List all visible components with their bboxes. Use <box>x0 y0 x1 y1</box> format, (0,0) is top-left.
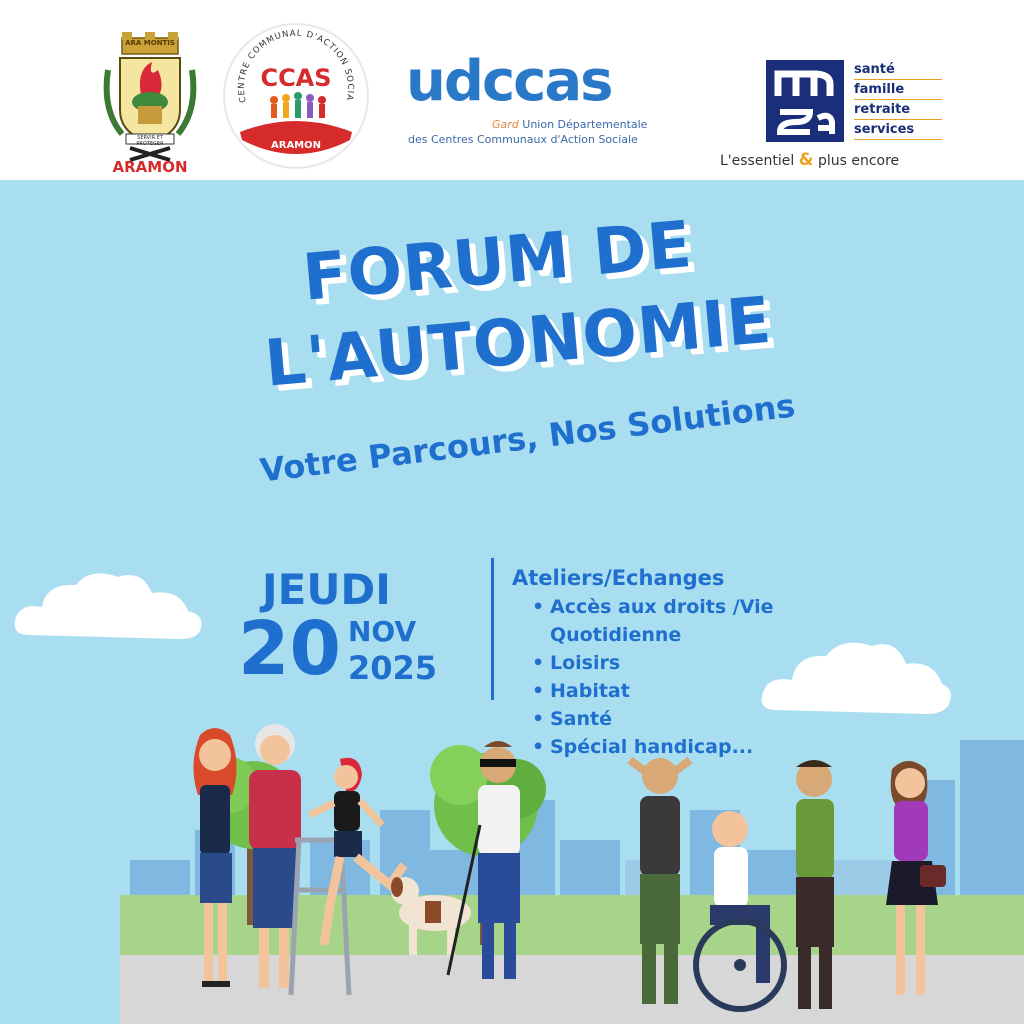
msa-emblem-glyph <box>766 60 844 142</box>
udccas-line1: Union Départementale <box>522 118 648 131</box>
workshops-heading: Ateliers/Echanges <box>512 566 725 590</box>
msa-tag-services: services <box>854 120 942 140</box>
logo-bar <box>0 0 1024 180</box>
title-subtitle: Votre Parcours, Nos Solutions <box>258 386 798 490</box>
poster-body <box>0 180 1024 1024</box>
workshop-item-loisirs: • Loisirs <box>528 649 788 677</box>
aramon-crest-motto: SERVIR ET PROTEGER <box>136 135 164 147</box>
date-year: 2025 <box>348 649 438 687</box>
event-date <box>230 565 460 705</box>
udccas-dept: Gard <box>492 118 519 131</box>
ccas-logo <box>222 22 370 170</box>
man-pushing-wheelchair-figure <box>770 755 860 1015</box>
title-line2: L'AUTONOMIE <box>262 283 775 402</box>
msa-slogan <box>720 150 899 170</box>
date-month: NOV <box>348 615 417 648</box>
aramon-crest-name: ARAMON <box>112 158 188 176</box>
msa-slogan-a: L'essentiel <box>720 153 795 169</box>
workshop-item-droits: • Accès aux droits /Vie Quotidienne <box>528 593 788 649</box>
workshops-list <box>528 593 788 761</box>
title-line1: FORUM DE <box>300 207 696 316</box>
udccas-wordmark: udccas <box>406 49 612 114</box>
msa-emblem <box>766 60 844 142</box>
workshop-item-handicap: • Spécial handicap... <box>528 733 788 761</box>
workshop-item-sante: • Santé <box>528 705 788 733</box>
vertical-divider <box>491 558 494 700</box>
ccas-acronym: CCAS <box>260 64 332 92</box>
udccas-logo <box>400 49 660 152</box>
msa-slogan-ampersand: & <box>798 150 814 170</box>
date-day: 20 <box>238 606 341 692</box>
date-weekday: JEUDI <box>262 565 391 614</box>
msa-tag-sante: santé <box>854 60 942 80</box>
woman-handbag-figure <box>868 755 958 1015</box>
msa-tag-retraite: retraite <box>854 100 942 120</box>
msa-logo <box>720 58 950 173</box>
aramon-crest-banner: ARA MONTIS <box>125 39 175 47</box>
aramon-crest-emblem <box>100 30 200 175</box>
workshop-item-habitat: • Habitat <box>528 677 788 705</box>
aramon-crest-logo <box>100 30 200 175</box>
udccas-line2: des Centres Communaux d'Action Sociale <box>408 133 638 146</box>
msa-tag-list <box>854 60 942 140</box>
msa-tag-famille: famille <box>854 80 942 100</box>
msa-slogan-b: plus encore <box>817 153 900 169</box>
ccas-town: ARAMON <box>271 140 321 151</box>
blind-man-cane-figure <box>440 735 550 985</box>
workshops-panel <box>512 565 812 761</box>
ccas-ring-text: CENTRE COMMUNAL D'ACTION SOCIA <box>236 28 356 104</box>
